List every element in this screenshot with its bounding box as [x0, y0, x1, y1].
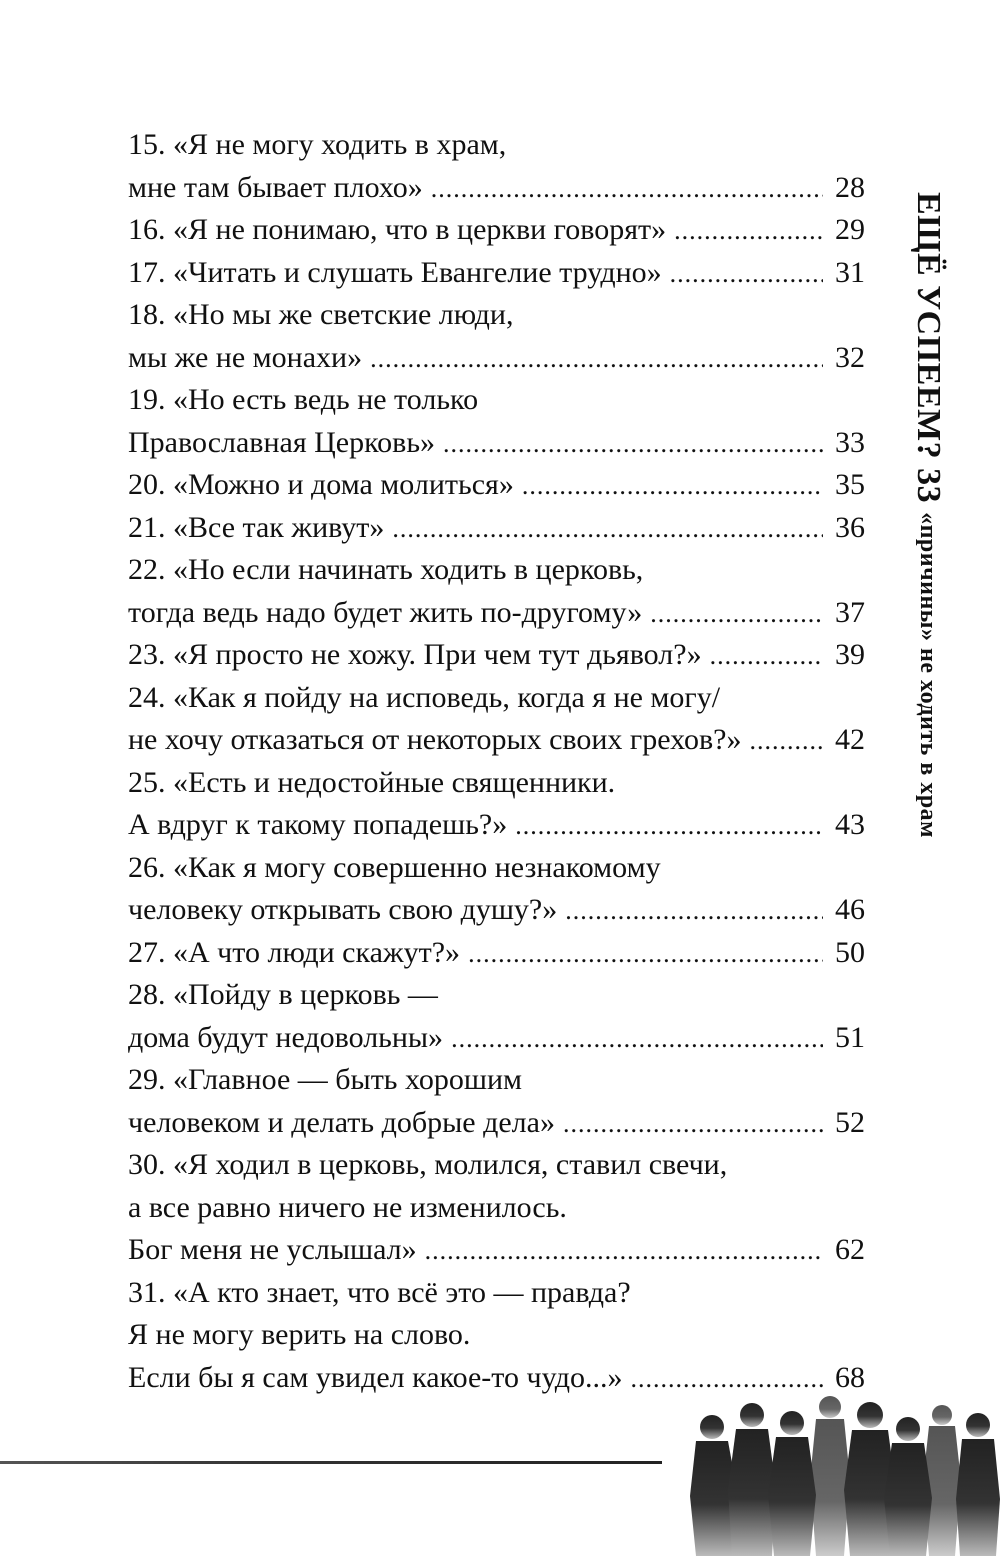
- toc-entry: [128, 762, 865, 805]
- toc-entry-text: 15. «Я не могу ходить в храм,: [128, 128, 507, 161]
- dot-leader: [443, 423, 823, 466]
- toc-entry-text: человеку открывать свою душу?»: [128, 893, 558, 926]
- dot-leader: [451, 1018, 823, 1061]
- book-title: ЕЩЁ УСПЕЕМ? 33: [910, 191, 947, 513]
- toc-entry: [128, 1187, 865, 1230]
- toc-page-number: 39: [835, 638, 865, 671]
- toc-entry: [128, 294, 865, 337]
- toc-page-number: 52: [835, 1105, 865, 1139]
- dot-leader: [392, 508, 823, 551]
- toc-entry: [128, 847, 865, 890]
- toc-entry: [128, 1017, 865, 1060]
- toc-entry-text: мы же не монахи»: [128, 340, 363, 374]
- dot-leader: [431, 168, 823, 211]
- toc-page-number: 42: [835, 723, 865, 756]
- toc-entry-text: 20. «Можно и дома молиться»: [128, 468, 514, 501]
- toc-page-number: 29: [835, 213, 865, 246]
- toc-entry-text: 23. «Я просто не хожу. При чем тут дьявол?»: [128, 638, 702, 671]
- dot-leader: [425, 1230, 823, 1273]
- toc-page-number: 51: [835, 1020, 865, 1054]
- toc-page-number: 28: [835, 170, 865, 204]
- toc-entry-text: 28. «Пойду в церковь —: [128, 978, 438, 1011]
- toc-page-number: 37: [835, 595, 865, 629]
- toc-entry: [128, 804, 865, 847]
- book-subtitle: «причины» не ходить в храм: [915, 512, 941, 838]
- toc-entry-text: 27. «А что люди скажут?»: [128, 935, 461, 969]
- toc-page-number: 32: [835, 340, 865, 374]
- toc-entry-text: 30. «Я ходил в церковь, молился, ставил свечи,: [128, 1148, 728, 1181]
- dot-leader: [563, 1103, 823, 1146]
- toc-page-number: 43: [835, 808, 865, 841]
- toc-entry: [128, 592, 865, 635]
- toc-entry: [128, 379, 865, 422]
- dot-leader: [710, 635, 823, 678]
- dot-leader: [370, 338, 823, 381]
- toc-entry: [128, 1102, 865, 1145]
- running-header: [895, 78, 947, 838]
- toc-entry-text: 19. «Но есть ведь не только: [128, 383, 479, 416]
- toc-entry: [128, 719, 865, 762]
- toc-entry-text: 16. «Я не понимаю, что в церкви говорят»: [128, 213, 667, 246]
- toc-entry: [128, 549, 865, 592]
- toc-entry: [128, 974, 865, 1017]
- crowd-silhouette-illustration: [680, 1385, 1000, 1556]
- toc-entry-text: 25. «Есть и недостойные священники.: [128, 765, 616, 799]
- toc-entry: [128, 1229, 865, 1272]
- toc-page-number: 68: [835, 1360, 865, 1394]
- toc-entry: [128, 337, 865, 380]
- dot-leader: [468, 933, 823, 976]
- toc-entry: [128, 677, 865, 720]
- toc-page-number: 46: [835, 893, 865, 926]
- toc-entry-text: 22. «Но если начинать ходить в церковь,: [128, 553, 644, 586]
- dot-leader: [515, 805, 823, 848]
- toc-entry: [128, 167, 865, 210]
- toc-entry-text: а все равно ничего не изменилось.: [128, 1190, 567, 1224]
- toc-page-number: 35: [835, 468, 865, 501]
- toc-entry-text: Православная Церковь»: [128, 425, 436, 459]
- toc-entry: [128, 1144, 865, 1187]
- toc-entry-text: А вдруг к такому попадешь?»: [128, 808, 508, 841]
- toc-entry: [128, 1272, 865, 1315]
- toc-entry-text: 24. «Как я пойду на исповедь, когда я не могу/: [128, 680, 721, 714]
- toc-entry: [128, 422, 865, 465]
- toc-page-number: 31: [835, 255, 865, 289]
- dot-leader: [522, 465, 823, 508]
- toc-entry-text: 17. «Читать и слушать Евангелие трудно»: [128, 255, 662, 289]
- toc-entry: [128, 507, 865, 550]
- toc-entry: [128, 1059, 865, 1102]
- toc-entry-text: 21. «Все так живут»: [128, 510, 385, 544]
- footer-rule: [0, 1461, 662, 1464]
- toc-page-number: 33: [835, 425, 865, 459]
- toc-entry-text: тогда ведь надо будет жить по-другому»: [128, 595, 643, 629]
- toc-entry-text: 18. «Но мы же светские люди,: [128, 298, 514, 331]
- toc-page-number: 62: [835, 1233, 865, 1266]
- dot-leader: [670, 253, 823, 296]
- table-of-contents: [128, 124, 865, 1399]
- toc-entry: [128, 634, 865, 677]
- toc-entry-text: дома будут недовольны»: [128, 1020, 444, 1054]
- toc-entry: [128, 889, 865, 932]
- toc-page-number: 50: [835, 935, 865, 969]
- toc-entry: [128, 464, 865, 507]
- toc-page-number: 36: [835, 510, 865, 544]
- toc-entry-text: 31. «А кто знает, что всё это — правда?: [128, 1275, 631, 1309]
- toc-entry: [128, 1314, 865, 1357]
- toc-entry-text: Если бы я сам увидел какое-то чудо...»: [128, 1360, 623, 1394]
- toc-entry: [128, 124, 865, 167]
- toc-entry: [128, 209, 865, 252]
- dot-leader: [565, 890, 823, 933]
- dot-leader: [674, 210, 823, 253]
- toc-entry-text: 26. «Как я могу совершенно незнакомому: [128, 850, 661, 884]
- toc-entry: [128, 252, 865, 295]
- toc-entry-text: не хочу отказаться от некоторых своих грехов?»: [128, 723, 742, 756]
- toc-entry: [128, 932, 865, 975]
- toc-entry-text: человеком и делать добрые дела»: [128, 1105, 555, 1139]
- dot-leader: [650, 593, 823, 636]
- toc-entry-text: Бог меня не услышал»: [128, 1233, 417, 1266]
- toc-entry-text: мне там бывает плохо»: [128, 170, 423, 204]
- toc-entry-text: Я не могу верить на слово.: [128, 1318, 471, 1351]
- dot-leader: [750, 720, 824, 763]
- toc-entry-text: 29. «Главное — быть хорошим: [128, 1063, 522, 1096]
